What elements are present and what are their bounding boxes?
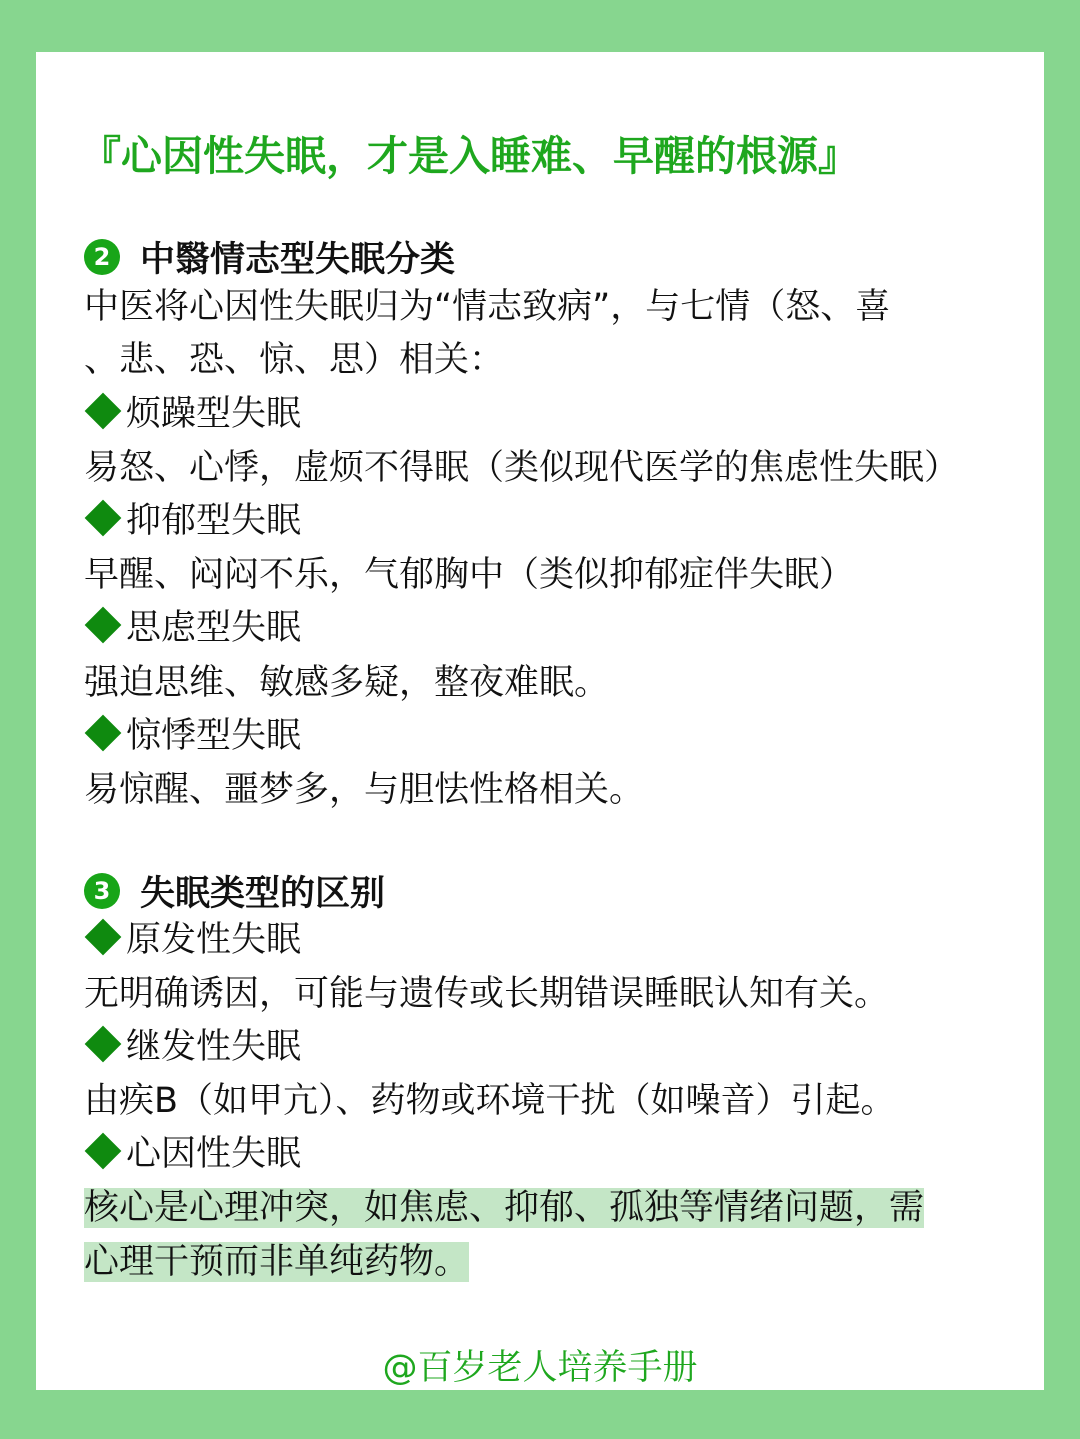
section-2-intro-line1: 中医将心因性失眠归为“情志致病”，与七情（怒、喜 (84, 287, 891, 327)
bullet-item (84, 712, 301, 760)
bullet-description: 由疾B（如甲亢）、药物或环境干扰（如噪音）引起。 (84, 1081, 896, 1121)
page-title: 『心因性失眠，才是入睡难、早醒的根源』 (80, 132, 859, 180)
bullet-item (84, 1023, 301, 1071)
number-badge-3: 3 (84, 873, 120, 909)
bullet-item (84, 916, 301, 964)
diamond-bullet-icon (85, 393, 122, 430)
bullet-label: 心因性失眠 (126, 1134, 302, 1174)
bullet-description: 强迫思维、敏感多疑，整夜难眠。 (84, 663, 610, 703)
bullet-description: 易怒、心悸，虚烦不得眠（类似现代医学的焦虑性失眠） (84, 448, 960, 488)
highlighted-description-line1 (84, 1184, 924, 1232)
bullet-description: 早醒、闷闷不乐，气郁胸中（类似抑郁症伴失眠） (84, 555, 855, 595)
section-3-title: 失眠类型的区别 (140, 874, 386, 914)
diamond-bullet-icon (85, 1133, 122, 1170)
bullet-label: 原发性失眠 (126, 920, 302, 960)
bullet-item (84, 604, 301, 652)
bullet-description: 易惊醒、噩梦多，与胆怯性格相关。 (84, 770, 645, 810)
highlight-text: 心理干预而非单纯药物。 (84, 1242, 470, 1282)
diamond-bullet-icon (85, 1026, 122, 1063)
bullet-label: 烦躁型失眠 (126, 394, 302, 434)
diamond-bullet-icon (85, 715, 122, 752)
diamond-bullet-icon (85, 500, 122, 537)
diamond-bullet-icon (85, 607, 122, 644)
bullet-description: 无明确诱因，可能与遗传或长期错误睡眠认知有关。 (84, 974, 890, 1014)
bullet-item (84, 1130, 301, 1178)
diamond-bullet-icon (85, 919, 122, 956)
number-badge-2: 2 (84, 239, 120, 275)
highlight-text: 核心是心理冲突，如焦虑、抑郁、孤独等情绪问题，需 (84, 1188, 925, 1228)
section-2-heading (84, 232, 455, 282)
highlighted-description-line2 (84, 1238, 469, 1286)
footer-signature: @百岁老人培养手册 (382, 1348, 698, 1388)
bullet-label: 思虑型失眠 (126, 608, 302, 648)
bullet-item (84, 390, 301, 438)
bullet-label: 继发性失眠 (126, 1027, 302, 1067)
section-2-intro-line2: 、悲、恐、惊、思）相关： (84, 340, 505, 380)
bullet-label: 抑郁型失眠 (126, 501, 302, 541)
section-3-heading (84, 866, 385, 916)
bullet-item (84, 497, 301, 545)
bullet-label: 惊悸型失眠 (126, 716, 302, 756)
section-2-title: 中翳情志型失眠分类 (140, 240, 456, 280)
